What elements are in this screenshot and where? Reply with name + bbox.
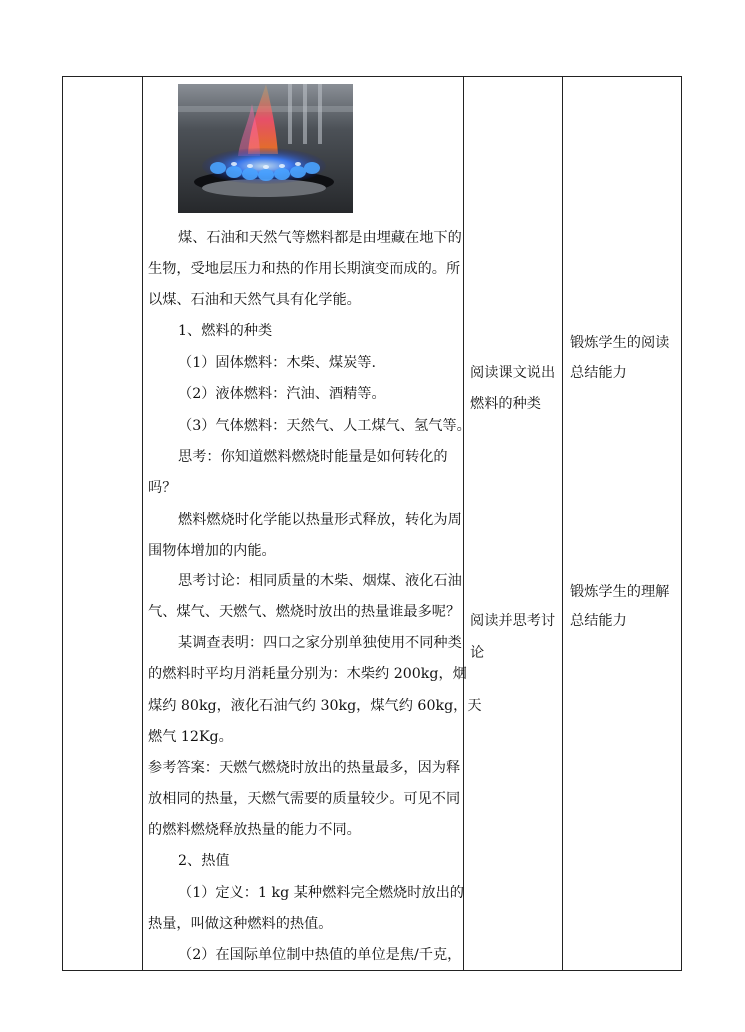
definition-line-1: （1）定义：1 kg 某种燃料完全燃烧时放出的 bbox=[178, 885, 464, 901]
answer-line-2: 围物体增加的内能。 bbox=[148, 543, 276, 559]
fuel-type-gas: （3）气体燃料：天然气、人工煤气、氢气等。 bbox=[178, 418, 471, 434]
column-divider-2 bbox=[463, 76, 464, 971]
discuss-line-1: 思考讨论：相同质量的木柴、烟煤、液化石油 bbox=[178, 573, 462, 589]
intro-line-1: 煤、石油和天然气等燃料都是由埋藏在地下的 bbox=[178, 230, 462, 246]
student-activity-1-line-1: 阅读课文说出 bbox=[470, 365, 556, 381]
student-activity-1-line-2: 燃料的种类 bbox=[470, 396, 541, 412]
discuss-line-2: 气、煤气、天燃气、燃烧时放出的热量谁最多呢？ bbox=[148, 604, 461, 620]
reference-line-2: 放相同的热量，天燃气需要的质量较少。可见不同 bbox=[148, 791, 461, 807]
think-line-2: 吗？ bbox=[148, 480, 177, 496]
think-line-1: 思考：你知道燃料燃烧时能量是如何转化的 bbox=[178, 449, 448, 465]
intro-line-2: 生物，受地层压力和热的作用长期演变而成的。所 bbox=[148, 261, 461, 277]
gas-stove-flame-photo bbox=[178, 84, 353, 213]
design-intent-1-line-2: 总结能力 bbox=[570, 365, 627, 381]
table-right-border bbox=[681, 76, 682, 971]
intro-line-3: 以煤、石油和天然气具有化学能。 bbox=[148, 292, 361, 308]
column-divider-3 bbox=[562, 76, 563, 971]
survey-line-3: 煤约 80kg，液化石油气约 30kg，煤气约 60kg，天 bbox=[148, 698, 482, 714]
survey-line-1: 某调查表明：四口之家分别单独使用不同种类 bbox=[178, 635, 462, 651]
survey-line-2: 的燃料时平均月消耗量分别为：木柴约 200kg，烟 bbox=[148, 666, 467, 682]
design-intent-2-line-2: 总结能力 bbox=[570, 613, 627, 629]
design-intent-2-line-1: 锻炼学生的理解 bbox=[570, 584, 670, 600]
column-divider-1 bbox=[142, 76, 143, 971]
unit-line: （2）在国际单位制中热值的单位是焦/千克， bbox=[178, 947, 462, 963]
fuel-type-liquid: （2）液体燃料：汽油、酒精等。 bbox=[178, 386, 386, 402]
design-intent-1-line-1: 锻炼学生的阅读 bbox=[570, 335, 670, 351]
section1-title: 1、燃料的种类 bbox=[178, 323, 273, 339]
student-activity-2-line-1: 阅读并思考讨 bbox=[470, 613, 556, 629]
section2-title: 2、热值 bbox=[178, 853, 230, 869]
table-left-border bbox=[62, 76, 63, 971]
reference-line-1: 参考答案：天燃气燃烧时放出的热量最多，因为释 bbox=[148, 760, 461, 776]
student-activity-2-line-2: 论 bbox=[470, 645, 485, 661]
fuel-type-solid: （1）固体燃料：木柴、煤炭等. bbox=[178, 355, 376, 371]
reference-line-3: 的燃料燃烧释放热量的能力不同。 bbox=[148, 822, 361, 838]
definition-line-2: 热量，叫做这种燃料的热值。 bbox=[148, 916, 333, 932]
table-top-border bbox=[62, 76, 682, 77]
answer-line-1: 燃料燃烧时化学能以热量形式释放，转化为周 bbox=[178, 512, 462, 528]
survey-line-4: 燃气 12Kg。 bbox=[148, 729, 233, 745]
